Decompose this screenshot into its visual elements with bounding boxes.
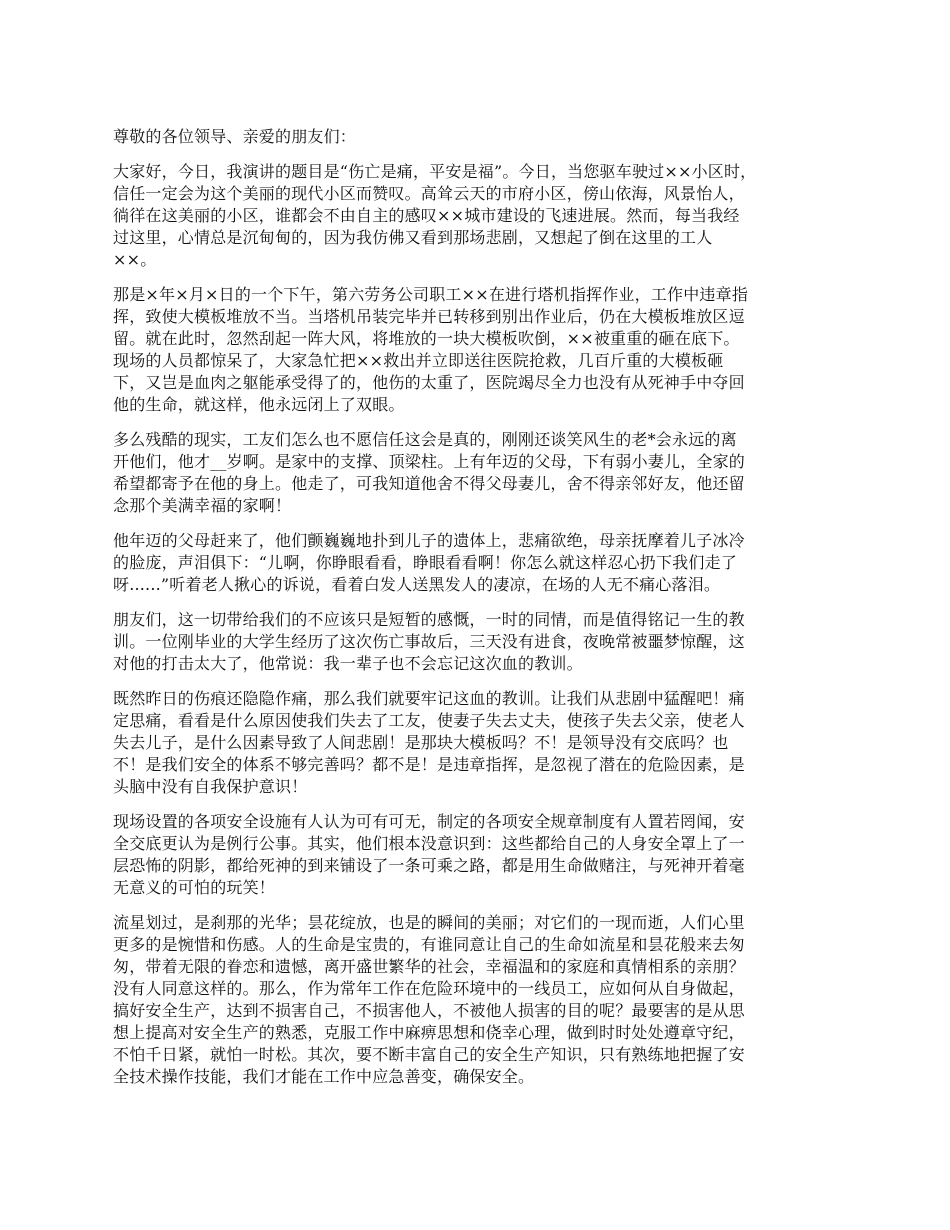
text-line: 那是×年×月×日的一个下午，第六劳务公司职工××在进行塔机指挥作业，工作中违章指 (113, 285, 749, 304)
paragraph-7 (113, 811, 840, 899)
text-line: 想上提高对安全生产的熟悉，克服工作中麻痹思想和侥幸心理，做到时时处处遵章守纪， (113, 1023, 745, 1042)
paragraph-8 (113, 912, 840, 1088)
text-line: 流星划过，是刹那的光华；昙花绽放，也是的瞬间的美丽；对它们的一现而逝，人们心里 (113, 913, 745, 932)
text-line: 的脸庞，声泪俱下：“儿啊，你睁眼看看，睁眼看看啊！你怎么就这样忍心扔下我们走了 (113, 553, 737, 572)
greeting-paragraph (113, 126, 840, 148)
text-line: 无意义的可怕的玩笑！ (113, 878, 276, 897)
text-line: 现场设置的各项安全设施有人认为可有可无，制定的各项安全规章制度有人置若罔闻，安 (113, 812, 745, 831)
text-line: 多么残酷的现实，工友们怎么也不愿信任这会是真的，刚刚还谈笑风生的老*会永远的离 (113, 430, 737, 449)
paragraph-3 (113, 429, 840, 517)
text-line: 下，又岂是血肉之躯能承受得了的，他伤的太重了，医院竭尽全力也没有从死神手中夺回 (113, 373, 745, 392)
paragraph-2 (113, 284, 840, 416)
text-line: 开他们，他才__岁啊。是家中的支撑、顶梁柱。上有年迈的父母，下有弱小妻儿，全家的 (113, 452, 746, 471)
text-line: 搞好安全生产，达到不损害自己，不损害他人，不被他人损害的目的呢？最要害的是从思 (113, 1001, 745, 1020)
text-line: 念那个美满幸福的家啊！ (113, 496, 292, 515)
text-line: 他的生命，就这样，他永远闭上了双眼。 (113, 395, 405, 414)
text-line: 徜徉在这美丽的小区，谁都会不由自主的感叹××城市建设的飞速进展。然而，每当我经 (113, 206, 740, 225)
text-line: 训。一位刚毕业的大学生经历了这次伤亡事故后，三天没有进食，夜晚常被噩梦惊醒，这 (113, 632, 745, 651)
paragraph-6 (113, 688, 840, 798)
text-line: ××。 (113, 250, 157, 269)
text-line: 既然昨日的伤痕还隐隐作痛，那么我们就要牢记这血的教训。让我们从悲剧中猛醒吧！痛 (113, 689, 745, 708)
text-line: 呀......”听着老人揪心的诉说，看着白发人送黑发人的凄凉，在场的人无不痛心落泪。 (113, 575, 721, 594)
paragraph-1 (113, 161, 840, 271)
text-line: 过这里，心情总是沉甸甸的，因为我仿佛又看到那场悲剧，又想起了倒在这里的工人 (113, 228, 713, 247)
text-line: 层恐怖的阴影，都给死神的到来铺设了一条可乘之路，都是用生命做赌注，与死神开着毫 (113, 856, 745, 875)
text-line: 希望都寄予在他的身上。他走了，可我知道他舍不得父母妻儿，舍不得亲邻好友，他还留 (113, 474, 745, 493)
text-line: 没有人同意这样的。那么，作为常年工作在危险环境中的一线员工，应如何从自身做起， (113, 979, 745, 998)
text-line: 不！是我们安全的体系不够完善吗？都不是！是违章指挥，是忽视了潜在的危险因素，是 (113, 755, 745, 774)
text-line: 对他的打击太大了，他常说：我一辈子也不会忘记这次血的教训。 (113, 654, 583, 673)
text-line: 全技术操作技能，我们才能在工作中应急善变，确保安全。 (113, 1067, 535, 1086)
text-line: 不怕千日紧，就怕一时松。其次，要不断丰富自己的安全生产知识，只有熟练地把握了安 (113, 1045, 745, 1064)
text-line: 失去儿子，是什么因素导致了人间悲剧！是那块大模板吗？不！是领导没有交底吗？也 (113, 733, 729, 752)
document-body (113, 126, 840, 1101)
text-line: 大家好，今日，我演讲的题目是“伤亡是痛，平安是福”。今日，当您驱车驶过××小区时， (113, 162, 757, 181)
text-line: 匆，带着无限的眷恋和遗憾，离开盛世繁华的社会，幸福温和的家庭和真情相系的亲朋？ (113, 957, 745, 976)
paragraph-4 (113, 530, 840, 596)
text-line: 现场的人员都惊呆了，大家急忙把××救出并立即送往医院抢救，几百斤重的大模板砸 (113, 351, 724, 370)
text-line: 头脑中没有自我保护意识！ (113, 777, 308, 796)
text-line: 尊敬的各位领导、亲爱的朋友们： (113, 127, 357, 146)
text-line: 全交底更认为是例行公事。其实，他们根本没意识到：这些都给自己的人身安全罩上了一 (113, 834, 745, 853)
text-line: 定思痛，看看是什么原因使我们失去了工友，使妻子失去丈夫，使孩子失去父亲，使老人 (113, 711, 745, 730)
text-line: 留。就在此时，忽然刮起一阵大风，将堆放的一块大模板吹倒，××被重重的砸在底下。 (113, 329, 740, 348)
text-line: 朋友们，这一切带给我们的不应该只是短暂的感慨，一时的同情，而是值得铭记一生的教 (113, 610, 745, 629)
text-line: 更多的是惋惜和伤感。人的生命是宝贵的，有谁同意让自己的生命如流星和昙花般来去匆 (113, 935, 745, 954)
text-line: 他年迈的父母赶来了，他们颤巍巍地扑到儿子的遗体上，悲痛欲绝，母亲抚摩着儿子冰冷 (113, 531, 745, 550)
text-line: 信任一定会为这个美丽的现代小区而赞叹。高耸云天的市府小区，傍山依海，风景怡人， (113, 184, 745, 203)
text-line: 挥，致使大模板堆放不当。当塔机吊装完毕并已转移到别出作业后，仍在大模板堆放区逗 (113, 307, 745, 326)
paragraph-5 (113, 609, 840, 675)
